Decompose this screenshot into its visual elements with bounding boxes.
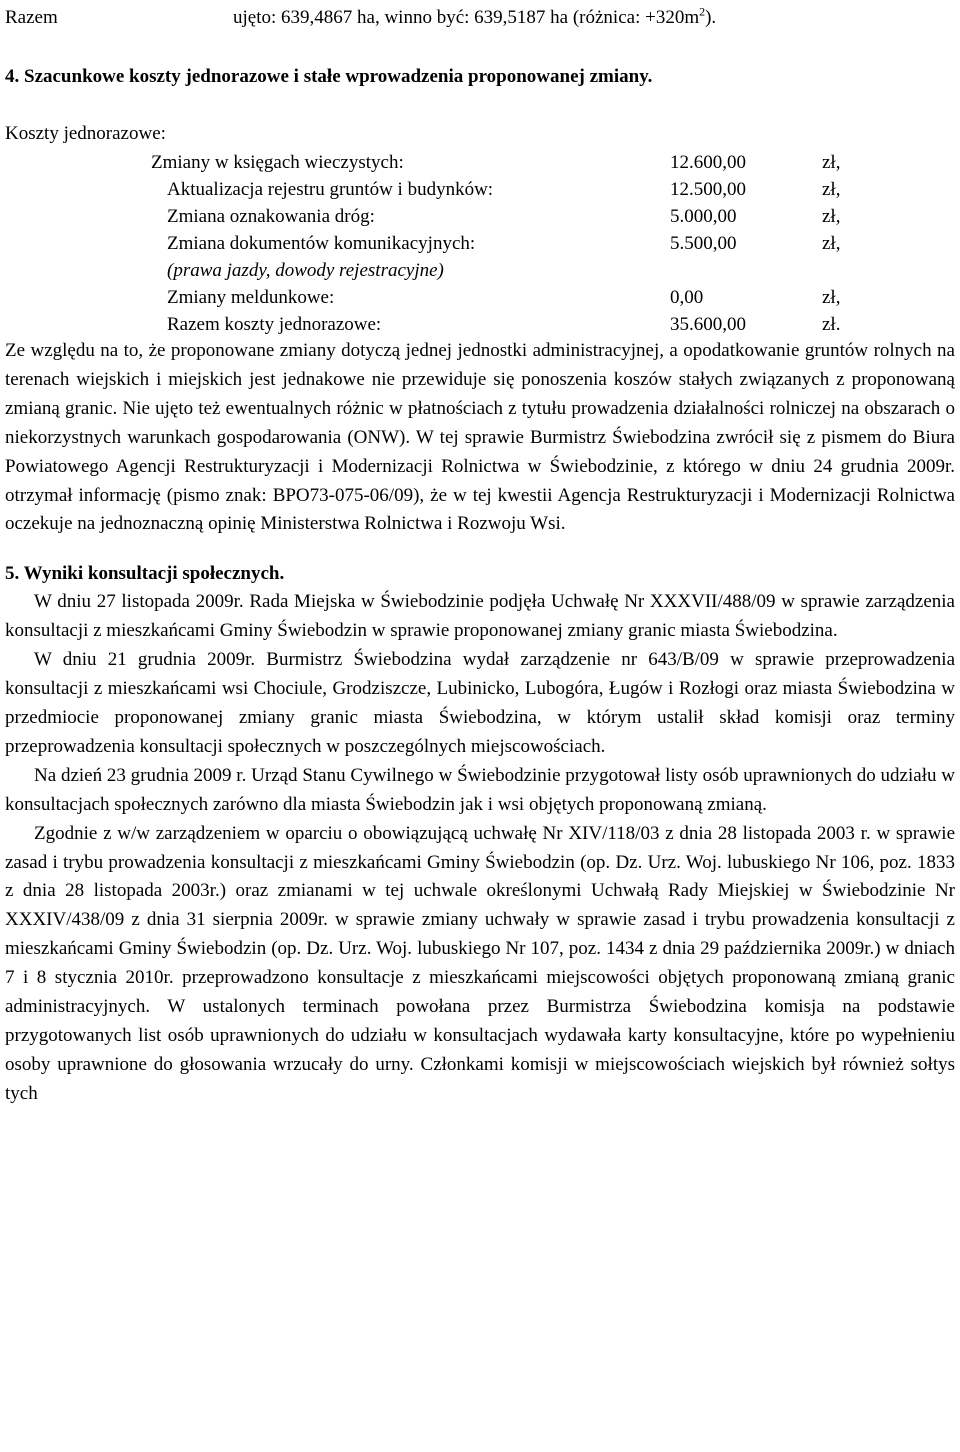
cost-row [5,175,955,202]
one-time-costs-list [5,148,955,337]
cost-label: Zmiany w księgach wieczystych: [151,152,404,173]
area-summary-row [5,3,955,32]
consultation-paragraph: Na dzień 23 grudnia 2009 r. Urząd Stanu Cywilnego w Świebodzinie przygotował listy osób uprawnionych do udziału w konsultacjach społecznych zarówno dla miasta Świebodzin jak i wsi objętych proponowaną zmianą. [5,764,955,815]
cost-amount: 5.500,00 [670,233,737,254]
cost-currency: zł, [822,206,841,227]
cost-label: Aktualizacja rejestru gruntów i budynków: [167,179,494,200]
cost-amount: 0,00 [670,287,704,308]
cost-row [5,229,955,256]
cost-row-note [5,256,955,283]
section-5-heading: 5. Wyniki konsultacji społecznych. [5,563,285,585]
fixed-costs-paragraph: Ze względu na to, że proponowane zmiany dotyczą jednej jednostki administracyjnej, a opodatkowanie gruntów rolnych na terenach wiejskich i miejskich jest jednakowe nie przewiduje się ponoszenia koszów stałych związanych z proponowaną zmianą granic. Nie ujęto też ewentualnych różnic w płatnościach z tytułu prowadzenia działalności rolniczej na obszarach o niekorzystnych warunkach gospodarowania (ONW). W tej sprawie Burmistrz Świebodzina zwrócił się z pismem do Biura Powiatowego Agencji Restrukturyzacji i Modernizacji Rolnictwa w Świebodzinie, z którego w dniu 24 grudnia 2009r. otrzymał informację (pismo znak: BPO73-075-06/09), że w tej kwestii Agencja Restrukturyzacji i Modernizacji Rolnictwa oczekuje na jednoznaczną opinię Ministerstwa Rolnictwa i Rozwoju Wsi. [5,340,955,535]
cost-amount: 5.000,00 [670,206,737,227]
cost-label: Zmiana dokumentów komunikacyjnych: [167,233,476,254]
cost-currency: zł, [822,179,841,200]
cost-amount: 12.500,00 [670,179,746,200]
cost-currency: zł, [822,287,841,308]
cost-total-amount: 35.600,00 [670,314,746,335]
cost-row [5,202,955,229]
cost-row [5,283,955,310]
cost-row [5,148,955,175]
area-summary-text-main: ujęto: 639,4867 ha, winno być: 639,5187 ha (różnica: +320m [233,7,700,28]
consultation-paragraph: Zgodnie z w/w zarządzeniem w oparciu o obowiązującą uchwałę Nr XIV/118/03 z dnia 28 listopada 2003 r. w sprawie zasad i trybu prowadzenia konsultacji z mieszkańcami Gminy Świebodzin (op. Dz. Urz. Woj. lubuskiego Nr 106, poz. 1833 z dnia 28 listopada 2003r.) oraz zmianami w tej uchwale określonymi Uchwałą Rady Miejskiej w Świebodzinie Nr XXXIV/438/09 z dnia 31 sierpnia 2009r. w sprawie zmiany uchwały w sprawie zasad i trybu prowadzenia konsultacji z mieszkańcami Gminy Świebodzin (op. Dz. Urz. Woj. lubuskiego Nr 107, poz. 1434 z dnia 29 października 2009r.) w dniach 7 i 8 stycznia 2010r. przeprowadzono konsultacje z mieszkańcami miejscowości objętych proponowaną zmianą granic administracyjnych. W ustalonych terminach powołana przez Burmistrza Świebodzina komisja na podstawie przygotowanych list osób uprawnionych do udziału w konsultacjach wydawała karty konsultacyjne, które po wypełnieniu osoby uprawnione do głosowania wrzucały do urny. Członkami komisji w miejscowościach wiejskich był również sołtys tych [5,822,955,1104]
area-unit-superscript: 2 [699,4,706,19]
cost-currency: zł, [822,233,841,254]
area-summary-text-end: ). [705,7,717,28]
cost-note: (prawa jazdy, dowody rejestracyjne) [167,260,444,281]
section-4-heading: 4. Szacunkowe koszty jednorazowe i stałe wprowadzenia proponowanej zmiany. [5,66,653,87]
cost-total-row [5,310,955,337]
cost-currency: zł, [822,152,841,173]
area-summary-text [233,3,716,32]
cost-total-label: Razem koszty jednorazowe: [167,314,382,335]
cost-label: Zmiana oznakowania dróg: [167,206,375,227]
one-time-costs-title: Koszty jednorazowe: [5,123,166,144]
consultation-paragraph: W dniu 27 listopada 2009r. Rada Miejska w Świebodzinie podjęła Uchwałę Nr XXXVII/488/09 w sprawie zarządzenia konsultacji z mieszkańcami Gminy Świebodzin w sprawie proponowanej zmiany granic miasta Świebodzina. [5,591,955,642]
cost-total-currency: zł. [822,314,841,335]
cost-amount: 12.600,00 [670,152,746,173]
area-summary-label: Razem [5,7,58,28]
cost-label: Zmiany meldunkowe: [167,287,335,308]
document-page [5,3,955,1109]
consultation-paragraph: W dniu 21 grudnia 2009r. Burmistrz Świebodzina wydał zarządzenie nr 643/B/09 w sprawie przeprowadzenia konsultacji z mieszkańcami wsi Chociule, Grodziszcze, Lubinicko, Lubogóra, Ługów i Rozłogi oraz miasta Świebodzina w przedmiocie proponowanej zmiany granic miasta Świebodzina, w którym ustalił skład komisji oraz terminy przeprowadzenia konsultacji społecznych w poszczególnych miejscowościach. [5,649,955,757]
